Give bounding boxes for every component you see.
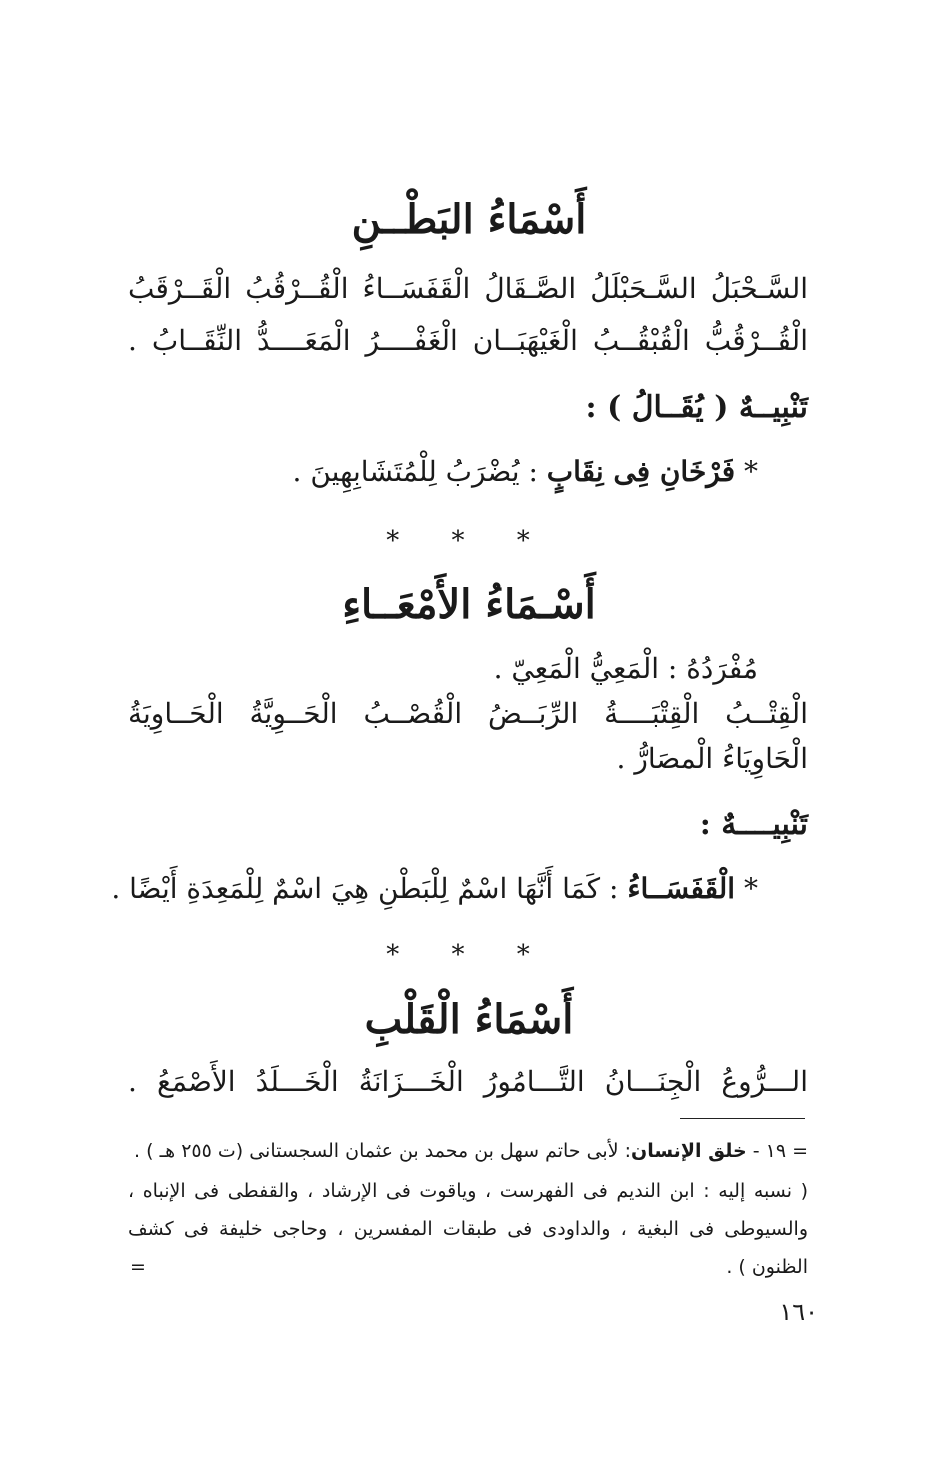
section-heading-belly: أَسْمَاءُ البَطْــنِ (351, 196, 587, 243)
intestines-note-text: : كَمَا أَنَّهَا اسْمٌ لِلْبَطْنِ هِيَ اسْمٌ لِلْمَعِدَةِ أَيْضًا . (111, 872, 628, 905)
belly-names-line-1: السَّـحْبَلُ السَّـحَبْلَلُ الصَّـقَالُ الْقَفَسَــاءُ الْقُــرْقُبُ الْقَــرْقَبُ (128, 272, 808, 305)
footnote-line-1 (128, 1142, 808, 1161)
belly-note-text: : يُضْرَبُ لِلْمُتَشَابِهِينَ . (292, 455, 547, 488)
intestines-singular-line: مُفْرَدُهُ : الْمَعِيُّ الْمَعِيّ . (493, 652, 758, 685)
intestines-names-line-2: الْحَاوِيَاءُ الْمصَارُّ . (616, 742, 808, 775)
heart-names-line-1: الـــرُّوعُ الْجِنَـــانُ التَّـــامُورُ الْخَـــزَانَةُ الْخَـــلَدُ الأَصْمَعُ . (128, 1065, 808, 1098)
footnote-line-2: ( نسبه إليه : ابن النديم فى الفهرست ، وياقوت فى الإرشاد ، والقفطى فى الإنباه ، (128, 1180, 808, 1202)
footnote-line-4: الظنون ) . (726, 1256, 808, 1278)
belly-note-heading: تَنْبِيــهٌ ( يُقَــالُ ) : (585, 390, 808, 425)
footnote-continue-marker: = (130, 1256, 146, 1278)
intestines-note-line (111, 872, 758, 905)
bullet-star-icon: * (735, 872, 758, 905)
section-separator-2: * * * (386, 940, 552, 970)
belly-note-term: فَرْخَانِ فِى نِقَابٍ (546, 455, 736, 488)
footnote-citation: : لأبى حاتم سهل بن محمد بن عثمان السجستانى (ت ٢٥٥ هـ ) . (134, 1140, 631, 1162)
page-number: ١٦٠ (779, 1298, 818, 1326)
bullet-star-icon: * (735, 455, 758, 488)
section-heading-intestines: أَسْـمَاءُ الأَمْعَــاءِ (342, 581, 596, 628)
footnote-divider (680, 1118, 805, 1119)
intestines-note-heading: تَنْبِيــــهٌ : (699, 807, 808, 842)
footnote-book-title: خلق الإنسان (631, 1140, 747, 1162)
intestines-names-line-1: الْقِتْــبُ الْقِتْبَــــةُ الرِّبَــضُ الْقُصْــبُ الْحَــوِيَّةُ الْحَــاوِيَةُ (128, 697, 808, 730)
intestines-note-term: الْقَفَسَــاءُ (627, 872, 736, 905)
belly-names-line-2: الْقُــرْقُبُّ الْقُبْقُــبُ الْغَيْهَبَــان الْغَفْــــرُ الْمَعَــــدُّ النِّقَــابُ . (128, 324, 808, 357)
belly-note-line (292, 455, 758, 488)
section-heading-heart: أَسْمَاءُ الْقَلْبِ (364, 996, 574, 1043)
footnote-number: = ١٩ - (746, 1140, 808, 1162)
section-separator-1: * * * (386, 526, 552, 556)
footnote-line-3: والسيوطى فى البغية ، والداودى فى طبقات المفسرين ، وحاجى خليفة فى كشف (128, 1218, 808, 1240)
